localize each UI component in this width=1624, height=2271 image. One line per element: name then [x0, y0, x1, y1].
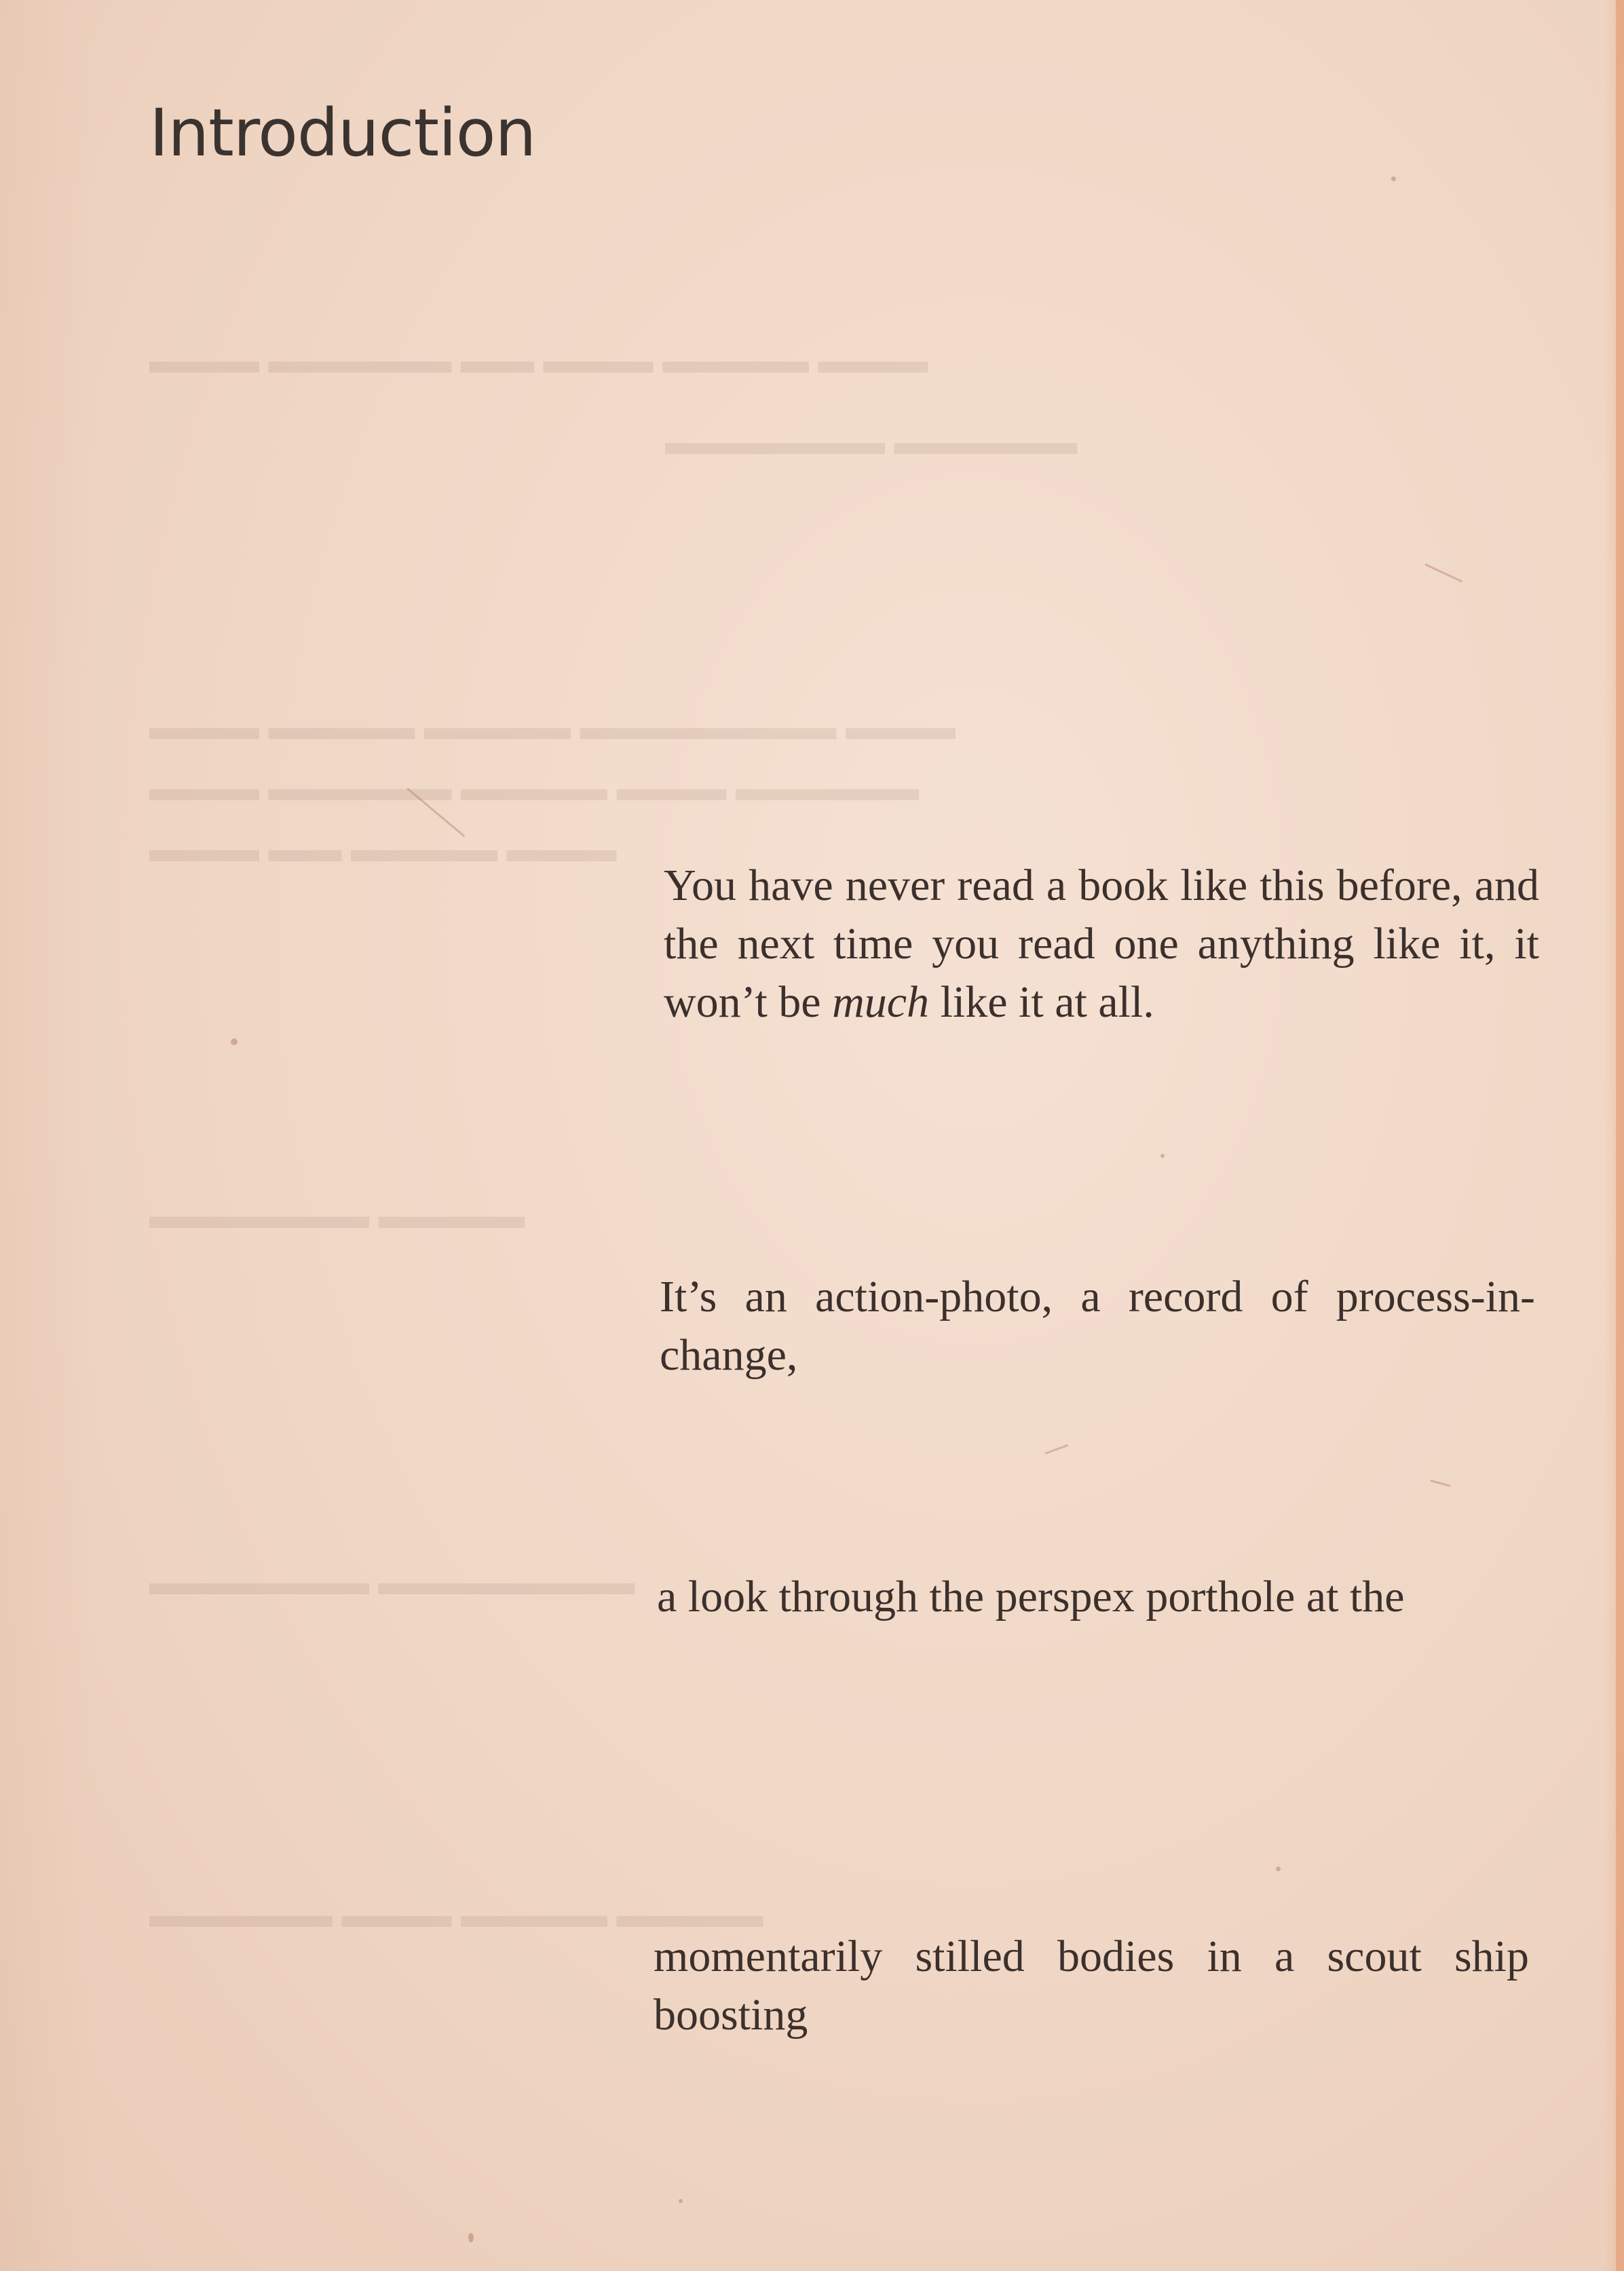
paper-speck	[679, 2199, 683, 2203]
show-through-text: ▬▬▬ ▬▬▬▬ ▬▬▬ ▬▬ ▬▬▬▬▬ ▬▬▬	[149, 340, 928, 381]
paper-speck	[1391, 176, 1396, 181]
paper-speck	[1276, 1866, 1281, 1871]
show-through-text: ▬▬▬ ▬▬▬▬ ▬▬ ▬▬▬	[149, 829, 617, 869]
show-through-text: ▬▬▬▬▬ ▬▬▬▬▬▬	[665, 421, 1078, 462]
paragraph-4: momentarily stilled bodies in a scout ship boosting	[654, 1932, 1529, 2040]
show-through-text: ▬▬▬▬▬▬▬ ▬▬▬▬▬▬	[149, 1562, 635, 1602]
show-through-text: ▬▬▬▬ ▬▬▬▬▬▬	[149, 1195, 525, 1236]
paragraph-1	[664, 857, 1539, 1032]
paper-speck	[231, 1038, 238, 1045]
paragraph-1-text: You have never read a book like this before, and the next time you read one anything like it, it won’t be	[664, 861, 1539, 1027]
show-through-text: ▬▬▬▬ ▬▬▬▬ ▬▬▬ ▬▬▬▬▬	[149, 1894, 763, 1935]
page-edge	[1616, 0, 1624, 2271]
paragraph-1-text-end: like it at all.	[929, 977, 1154, 1027]
paragraph-1-emphasis: much	[832, 977, 930, 1027]
show-through-text: ▬▬▬ ▬▬▬▬▬▬▬ ▬▬▬▬ ▬▬▬▬ ▬▬▬	[149, 707, 956, 747]
paper-fiber	[1044, 1444, 1068, 1454]
page-heading: Introduction	[149, 95, 536, 171]
paper-fiber	[1431, 1480, 1451, 1487]
paper-speck	[1160, 1154, 1165, 1158]
paragraph-3: a look through the perspex porthole at the	[657, 1572, 1405, 1621]
paper-fiber	[1424, 563, 1462, 582]
paper-speck	[468, 2233, 474, 2242]
paragraph-2: It’s an action-photo, a record of process-in-change,	[660, 1272, 1535, 1380]
show-through-text: ▬▬▬▬▬ ▬▬▬ ▬▬▬▬ ▬▬▬▬▬ ▬▬▬	[149, 768, 919, 808]
